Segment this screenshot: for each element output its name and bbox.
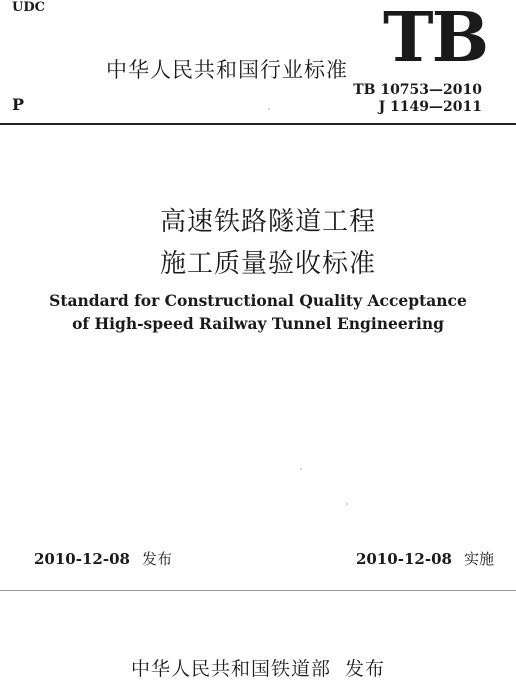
udc-label: UDC — [12, 0, 45, 15]
implement-label: 实施 — [463, 550, 494, 568]
standard-codes — [353, 82, 482, 116]
publisher-line — [0, 654, 516, 681]
publisher-name: 中华人民共和国铁道部 — [130, 658, 331, 680]
title-cn-line2: 施工质量验收标准 — [159, 249, 376, 279]
scan-speck — [268, 108, 270, 110]
title-cn-line1: 高速铁路隧道工程 — [159, 207, 376, 237]
title-en-line2: of High-speed Railway Tunnel Engineering — [72, 314, 444, 333]
standard-code-j: J 1149—2011 — [378, 99, 482, 115]
issue-date-block — [34, 548, 172, 569]
issue-label: 发布 — [141, 550, 172, 568]
standard-code-tb: TB 10753—2010 — [353, 82, 482, 98]
issue-date: 2010-12-08 — [34, 550, 130, 568]
publish-verb: 发布 — [345, 658, 386, 680]
category-letter: P — [12, 95, 25, 114]
title-en-line1: Standard for Constructional Quality Acceptance — [49, 291, 467, 310]
implement-date: 2010-12-08 — [356, 550, 452, 568]
scan-speck — [346, 503, 348, 505]
bottom-divider — [0, 590, 516, 591]
standard-type-heading: 中华人民共和国行业标准 — [106, 58, 348, 82]
implement-date-block — [356, 548, 494, 569]
scan-speck — [300, 468, 302, 470]
top-divider — [0, 123, 516, 125]
tb-logo: TB — [383, 0, 488, 78]
